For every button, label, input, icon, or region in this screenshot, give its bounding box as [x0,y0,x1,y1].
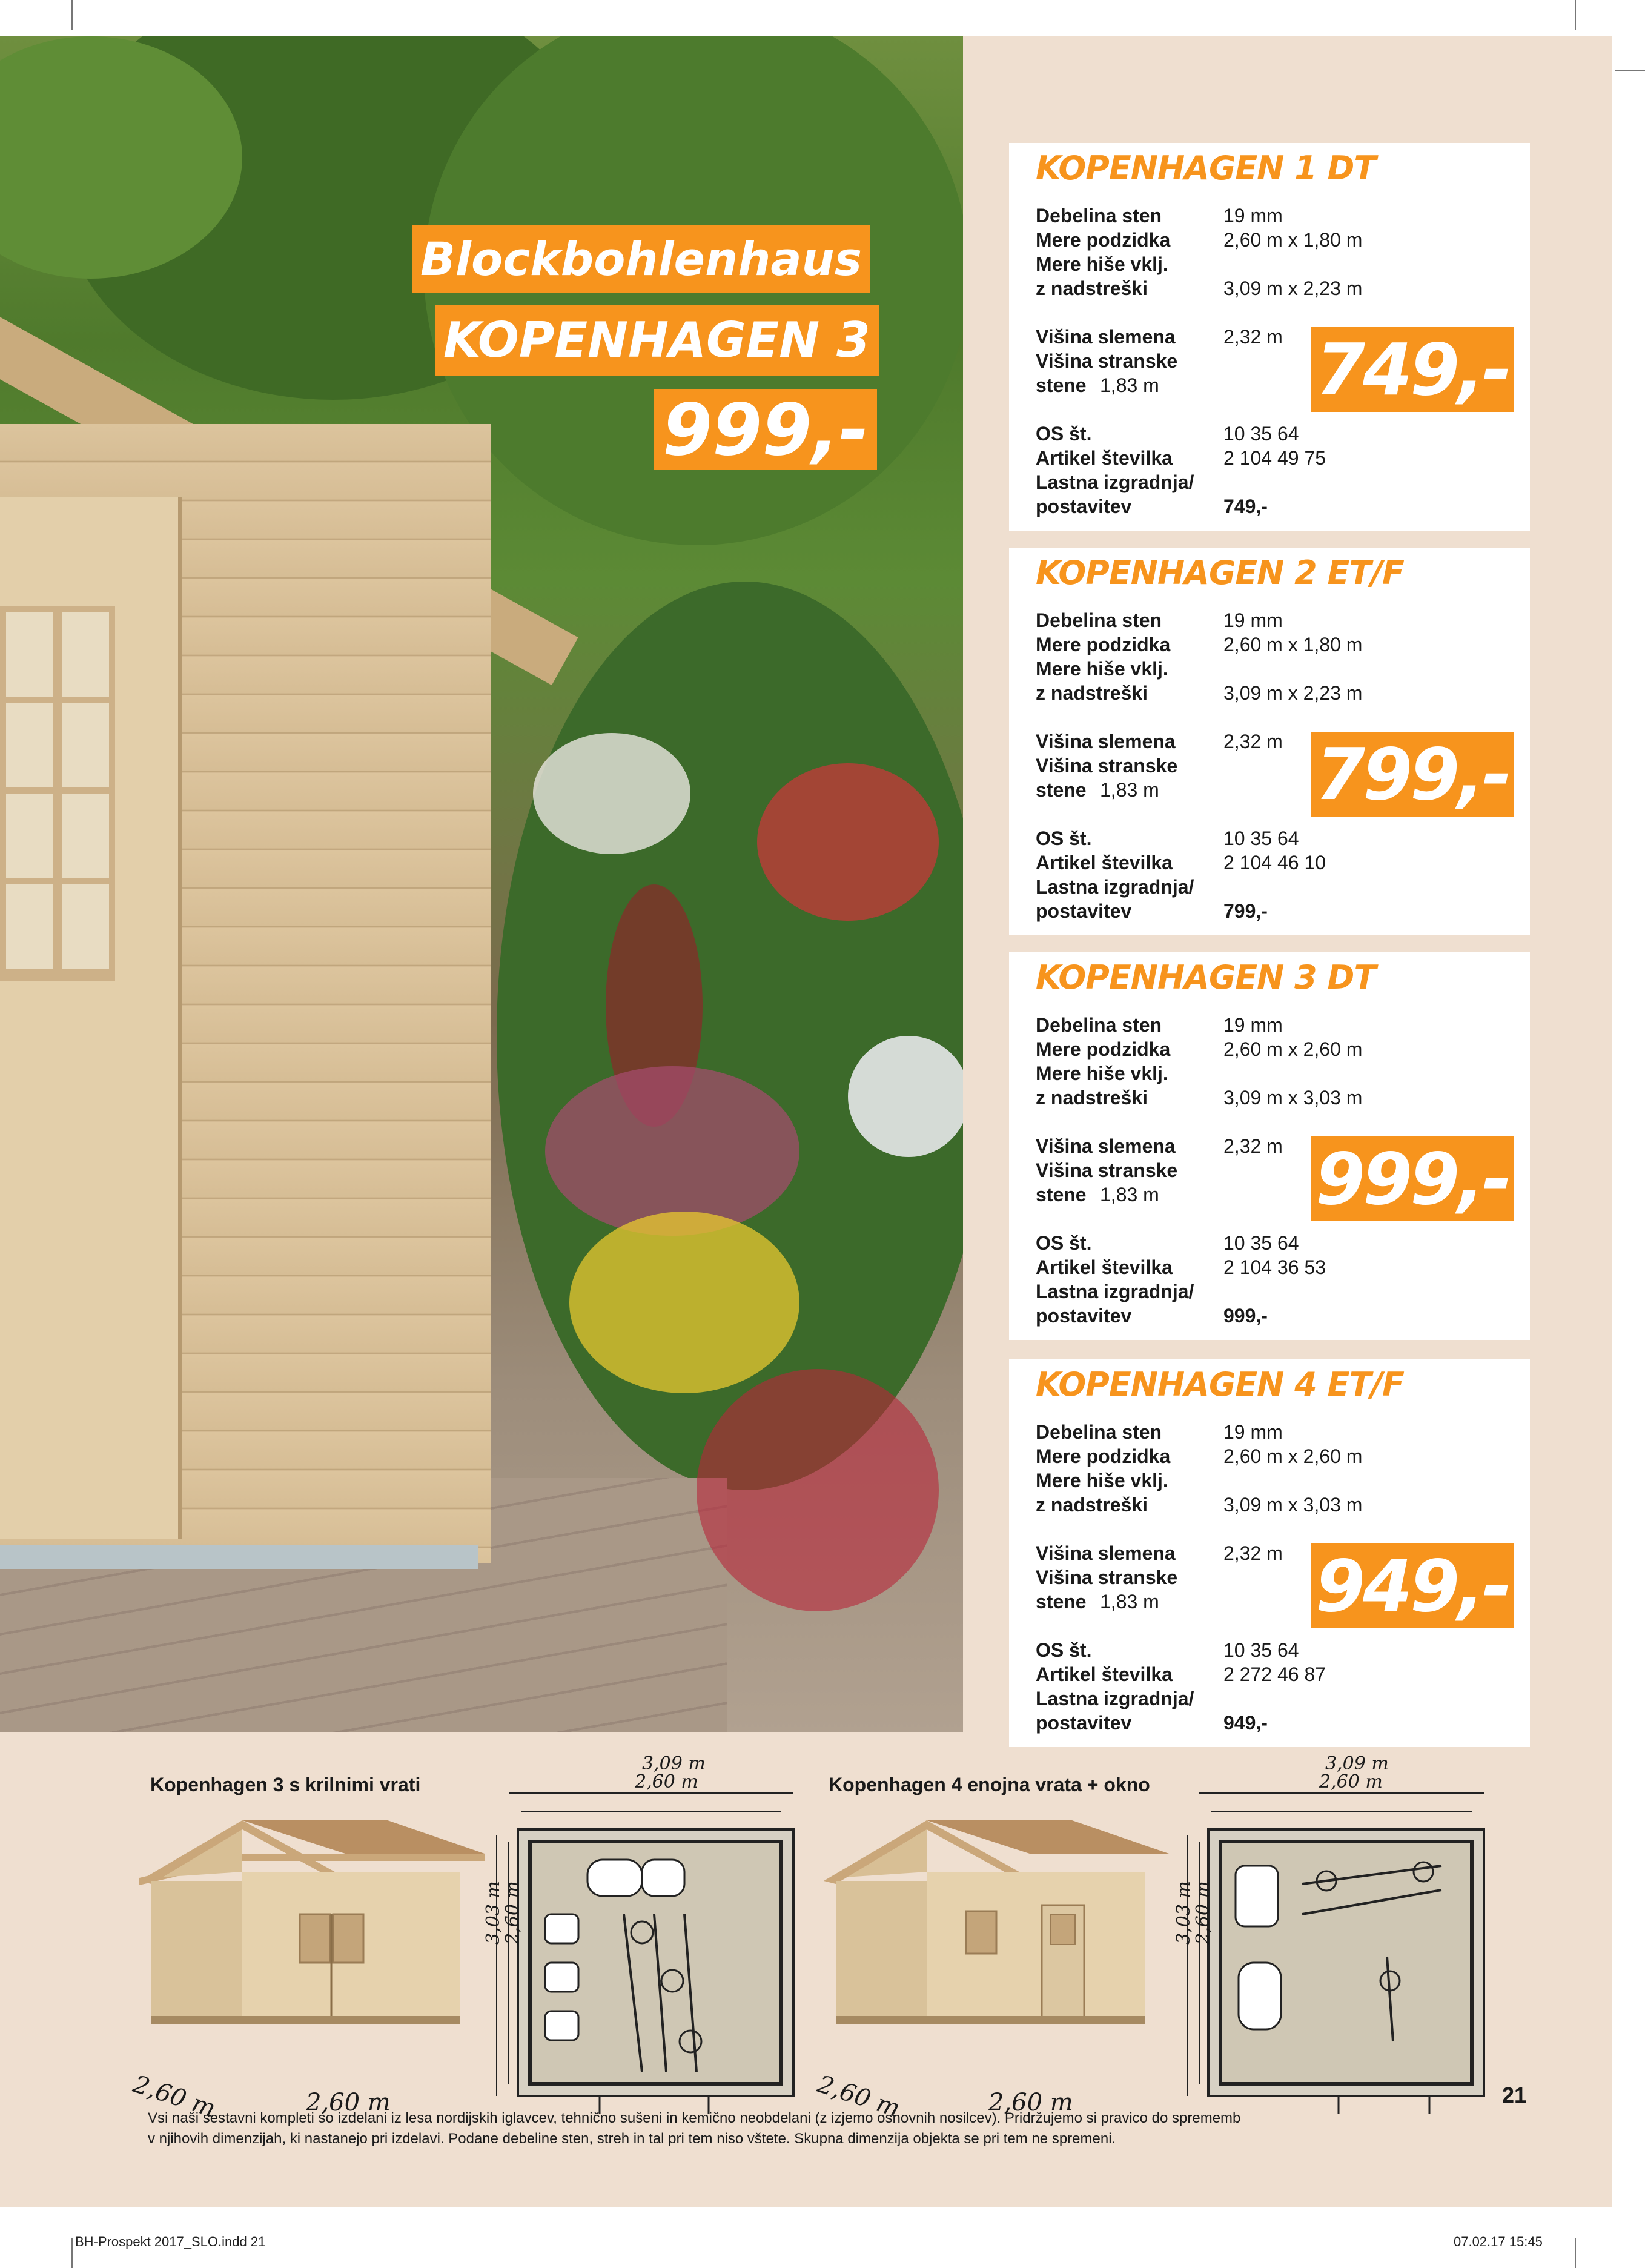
spec-value: 3,09 m x 2,23 m [1223,277,1363,299]
depth-label: 2,60 m [814,2070,904,2123]
spec-label: postavitev [1036,900,1132,922]
page-number: 21 [1502,2083,1527,2107]
spec-label: OS št. [1036,827,1092,849]
plan-title: Kopenhagen 3 s krilnimi vrati [150,1774,421,1795]
spec-label: z nadstreški [1036,1494,1148,1516]
spec-value: 10 35 64 [1223,423,1299,445]
dim-outer-label: 3,09 m [1325,1753,1389,1774]
spec-value: 19 mm [1223,1421,1283,1443]
dim-inner-label: 2,60 m [1319,1771,1383,1792]
spec-label: stene [1036,374,1087,396]
spec-label: Višina slemena [1036,1135,1176,1157]
crop-mark [71,0,73,30]
hero-price: 999,- [654,389,877,470]
spec-value: 19 mm [1223,205,1283,227]
floor-plan-drawing [482,1787,824,2114]
spec-value: 3,09 m x 3,03 m [1223,1494,1363,1516]
spec-value: 3,09 m x 2,23 m [1223,682,1363,704]
shed-illustration [127,1805,491,2090]
spec-label: Debelina sten [1036,1421,1162,1443]
spec-label: postavitev [1036,496,1132,517]
spec-label: Debelina sten [1036,205,1162,227]
footnote-line: v njihovih dimenzijah, ki nastanejo pri izdelavi. Podane debeline sten, streh in tal pri tem niso vštete. Skupna dimenzija objekta se pri tem ne spremeni. [148,2130,1116,2147]
spec-value: 2 104 36 53 [1223,1256,1326,1278]
product-card [1009,1359,1530,1747]
spec-value: 1,83 m [1100,1591,1159,1613]
spec-label: Mere hiše vklj. [1036,658,1168,680]
spec-label: stene [1036,1591,1087,1613]
spec-label: stene [1036,1184,1087,1205]
price-tag: 999,- [1311,1136,1514,1221]
spec-label: Lastna izgradnja/ [1036,1688,1194,1709]
product-card [1009,952,1530,1340]
spec-value: 2,60 m x 2,60 m [1223,1445,1363,1467]
hero-line2: KOPENHAGEN 3 [435,305,879,376]
spec-value: 2,32 m [1223,326,1283,348]
spec-value: 949,- [1223,1712,1268,1734]
spec-value: 2,32 m [1223,1135,1283,1157]
spec-label: z nadstreški [1036,1087,1148,1109]
crop-mark [1575,2238,1576,2268]
spec-label: Artikel številka [1036,1256,1173,1278]
footnote-line: Vsi naši sestavni kompleti so izdelani iz lesa nordijskih iglavcev, tehnično sušeni in kemično neobdelani (z izjemo osnovnih nosilcev). Pridržujemo si pravico do sprememb [148,2110,1241,2126]
spec-value: 799,- [1223,900,1268,922]
spec-label: Mere hiše vklj. [1036,1063,1168,1084]
spec-value: 2,32 m [1223,1542,1283,1564]
dim-inner-label: 2,60 m [635,1771,698,1792]
crop-mark [1615,70,1645,71]
product-name: KOPENHAGEN 3 DT [1036,958,1376,996]
width-label: 2,60 m [306,2089,391,2117]
spec-label: Višina stranske [1036,755,1178,777]
spec-label: z nadstreški [1036,277,1148,299]
depth-label: 2,60 m [130,2070,219,2123]
spec-value: 2 272 46 87 [1223,1663,1326,1685]
spec-label: Mere podzidka [1036,1445,1171,1467]
slug-file: BH-Prospekt 2017_SLO.indd 21 [75,2234,266,2249]
spec-value: 1,83 m [1100,779,1159,801]
product-card [1009,143,1530,531]
product-name: KOPENHAGEN 2 ET/F [1036,554,1404,592]
spec-value: 10 35 64 [1223,1232,1299,1254]
spec-label: OS št. [1036,1639,1092,1661]
spec-label: postavitev [1036,1712,1132,1734]
spec-label: Mere podzidka [1036,229,1171,251]
spec-label: Lastna izgradnja/ [1036,876,1194,898]
shed-window [0,606,115,981]
spec-value: 2,60 m x 1,80 m [1223,634,1363,655]
spec-value: 3,09 m x 3,03 m [1223,1087,1363,1109]
side-outer-label: 3,03 m [1173,1881,1194,1945]
spec-value: 2 104 46 10 [1223,852,1326,874]
spec-value: 1,83 m [1100,374,1159,396]
spec-label: Mere hiše vklj. [1036,253,1168,275]
dim-outer-label: 3,09 m [642,1753,706,1774]
spec-label: Višina stranske [1036,1567,1178,1588]
product-name: KOPENHAGEN 4 ET/F [1036,1365,1404,1404]
brochure-page [0,36,1612,2207]
spec-label: Višina slemena [1036,731,1176,752]
product-name: KOPENHAGEN 1 DT [1036,149,1376,187]
spec-label: stene [1036,779,1087,801]
shed-foundation [0,1545,478,1569]
spec-label: Višina stranske [1036,350,1178,372]
side-inner-label: 2,60 m [501,1881,523,1945]
width-label: 2,60 m [988,2089,1073,2117]
side-outer-label: 3,03 m [482,1881,504,1945]
spec-value: 10 35 64 [1223,827,1299,849]
spec-label: Artikel številka [1036,852,1173,874]
spec-label: Višina stranske [1036,1159,1178,1181]
product-card [1009,548,1530,935]
spec-label: Mere podzidka [1036,634,1171,655]
spec-label: OS št. [1036,1232,1092,1254]
crop-mark [1575,0,1576,30]
price-tag: 949,- [1311,1544,1514,1628]
crop-mark [71,2238,73,2268]
spec-label: Višina slemena [1036,326,1176,348]
spec-label: Lastna izgradnja/ [1036,471,1194,493]
spec-label: Artikel številka [1036,447,1173,469]
plan-title: Kopenhagen 4 enojna vrata + okno [829,1774,1150,1795]
spec-label: Artikel številka [1036,1663,1173,1685]
shed-illustration [812,1805,1175,2090]
spec-label: Višina slemena [1036,1542,1176,1564]
spec-label: postavitev [1036,1305,1132,1327]
slug-date: 07.02.17 15:45 [1454,2234,1543,2249]
spec-label: Debelina sten [1036,1014,1162,1036]
spec-value: 2,60 m x 1,80 m [1223,229,1363,251]
side-inner-label: 2,60 m [1192,1881,1214,1945]
spec-value: 10 35 64 [1223,1639,1299,1661]
spec-value: 1,83 m [1100,1184,1159,1205]
spec-value: 2 104 49 75 [1223,447,1326,469]
spec-value: 2,32 m [1223,731,1283,752]
spec-value: 2,60 m x 2,60 m [1223,1038,1363,1060]
spec-label: Debelina sten [1036,609,1162,631]
price-tag: 749,- [1311,327,1514,412]
hero-line1: Blockbohlenhaus [412,225,870,293]
spec-label: OS št. [1036,423,1092,445]
footnote [148,2108,1420,2149]
spec-label: Mere podzidka [1036,1038,1171,1060]
spec-value: 749,- [1223,496,1268,517]
spec-value: 19 mm [1223,1014,1283,1036]
price-tag: 799,- [1311,732,1514,817]
floor-plan-drawing [1175,1787,1514,2114]
spec-value: 19 mm [1223,609,1283,631]
spec-label: z nadstreški [1036,682,1148,704]
spec-value: 999,- [1223,1305,1268,1327]
spec-label: Lastna izgradnja/ [1036,1281,1194,1302]
spec-label: Mere hiše vklj. [1036,1470,1168,1491]
